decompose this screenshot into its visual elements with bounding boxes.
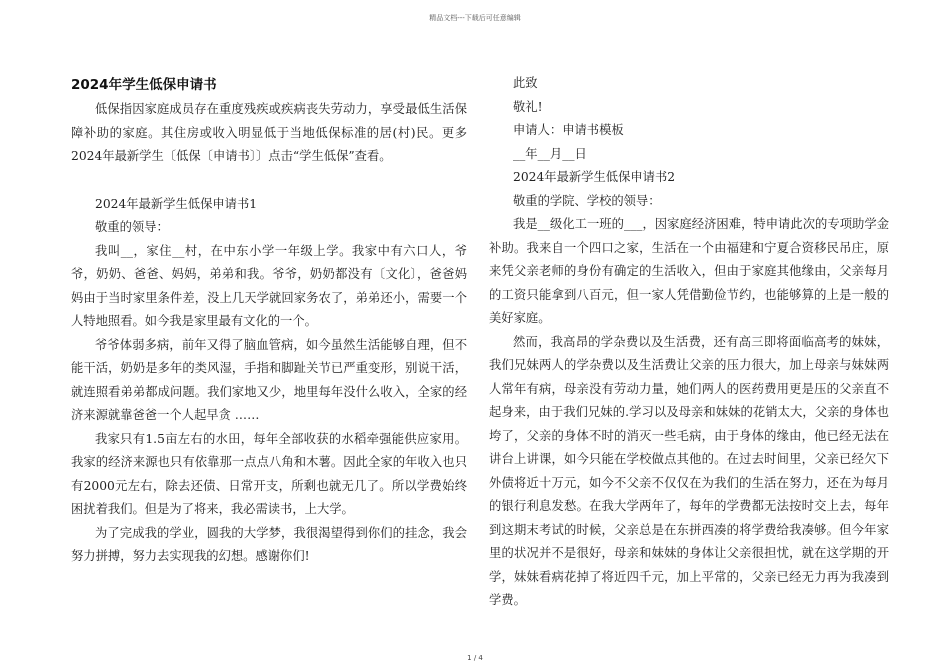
letter-1-paragraph: 爷爷体弱多病，前年又得了脑血管病，如今虽然生活能够自理，但不能干活，奶奶是多年的类风湿，手指和脚趾关节已严重变形，别说干活，就连照看弟弟都成问题。我们家地又少，地里每年没什么收入，全家的经济来源就靠爸爸一个人起早贪 ……	[71, 337, 467, 422]
letter-1-greeting: 敬重的领导：	[95, 220, 169, 234]
letter-2-paragraph: 然而，我高昂的学杂费以及生活费，还有高三即将面临高考的妹妹，我们兄妹两人的学杂费以及生活费让父亲的压力很大，加上母亲与妹妹两人常年有病，母亲没有劳动力量，她们两人的医药费用更是压的父亲直不起身来，由于我们兄妹的.学习以及母亲和妹妹的花销太大，父亲的身体也垮了，父亲的身体不时的消灭一些毛病，由于身体的缘由，他已经无法在讲台上讲课，如今只能在学校做点其他的。在过去时间里，父亲已经欠下外债将近十万元，如今不父亲不仅仅在为我们的生活在努力，还在为每月的银行利息发愁。在我大学两年了，每年的学费都无法按时交上去，每年到这期末考试的时候，父亲总是在东拼西凑的将学费给我凑够。但今年家里的状况并不是很好，母亲和妹妹的身体让父亲很担忧，就在这学期的开学，妹妹看病花掉了将近四千元，加上平常的，父亲已经无力再为我凑到学费。	[489, 334, 889, 607]
letter-1-paragraph: 为了完成我的学业，圆我的大学梦，我很渴望得到你们的挂念，我会努力拼搏，努力去实现我的幻想。感谢你们!	[71, 525, 467, 563]
intro-paragraph: 低保指因家庭成员存在重度残疾或疾病丧失劳动力，享受最低生活保障补助的家庭。其住房或收入明显低于当地低保标准的居(村)民。更多2024年最新学生〔低保〔申请书〕〕点击“学生低保”查看。	[71, 102, 467, 163]
page-header: 精品文档---下载后可任意编辑	[429, 14, 521, 22]
right-column	[489, 72, 889, 613]
document-title: 2024年学生低保申请书	[71, 77, 217, 93]
letter-1-title: 2024年最新学生低保申请书1	[95, 196, 258, 211]
letter-1-paragraph: 我家只有1.5亩左右的水田，每年全部收获的水稻牵强能供应家用。我家的经济来源也只有依靠那一点点八角和木薯。因此全家的年收入也只有2000元左右，除去还债、日常开支，所剩也就无几了。所以学费始终困扰着我们。但是为了将来，我必需读书，上大学。	[71, 431, 467, 516]
page-number: 1 / 4	[467, 654, 483, 662]
letter-2-paragraph: 我是__级化工一班的___，因家庭经济困难，特申请此次的专项助学金补助。我来自一个四口之家，生活在一个由福建和宁夏合资移民吊庄，原来凭父亲老师的身份有确定的生活收入，但由于家庭其他缘由，父亲每月的工资只能拿到八百元，但一家人凭借勤俭节约，也能够算的上是一般的美好家庭。	[489, 217, 889, 325]
date-line: __年__月__日	[513, 146, 587, 161]
letter-2-title: 2024年最新学生低保申请书2	[513, 170, 676, 184]
applicant-line: 申请人：申请书模板	[513, 123, 624, 137]
closing-salute: 敬礼!	[513, 99, 543, 114]
closing-line: 此致	[513, 76, 538, 90]
letter-1-paragraph: 我叫__，家住__村，在中东小学一年级上学。我家中有六口人，爷爷，奶奶、爸爸、妈妈，弟弟和我。爷爷，奶奶都没有〔文化〕，爸爸妈妈由于当时家里条件差，没上几天学就回家务农了，弟弟还小，需要一个人特地照看。如今我是家里最有文化的一个。	[71, 243, 467, 328]
letter-2-greeting: 敬重的学院、学校的领导：	[513, 193, 661, 208]
left-column	[71, 72, 467, 569]
